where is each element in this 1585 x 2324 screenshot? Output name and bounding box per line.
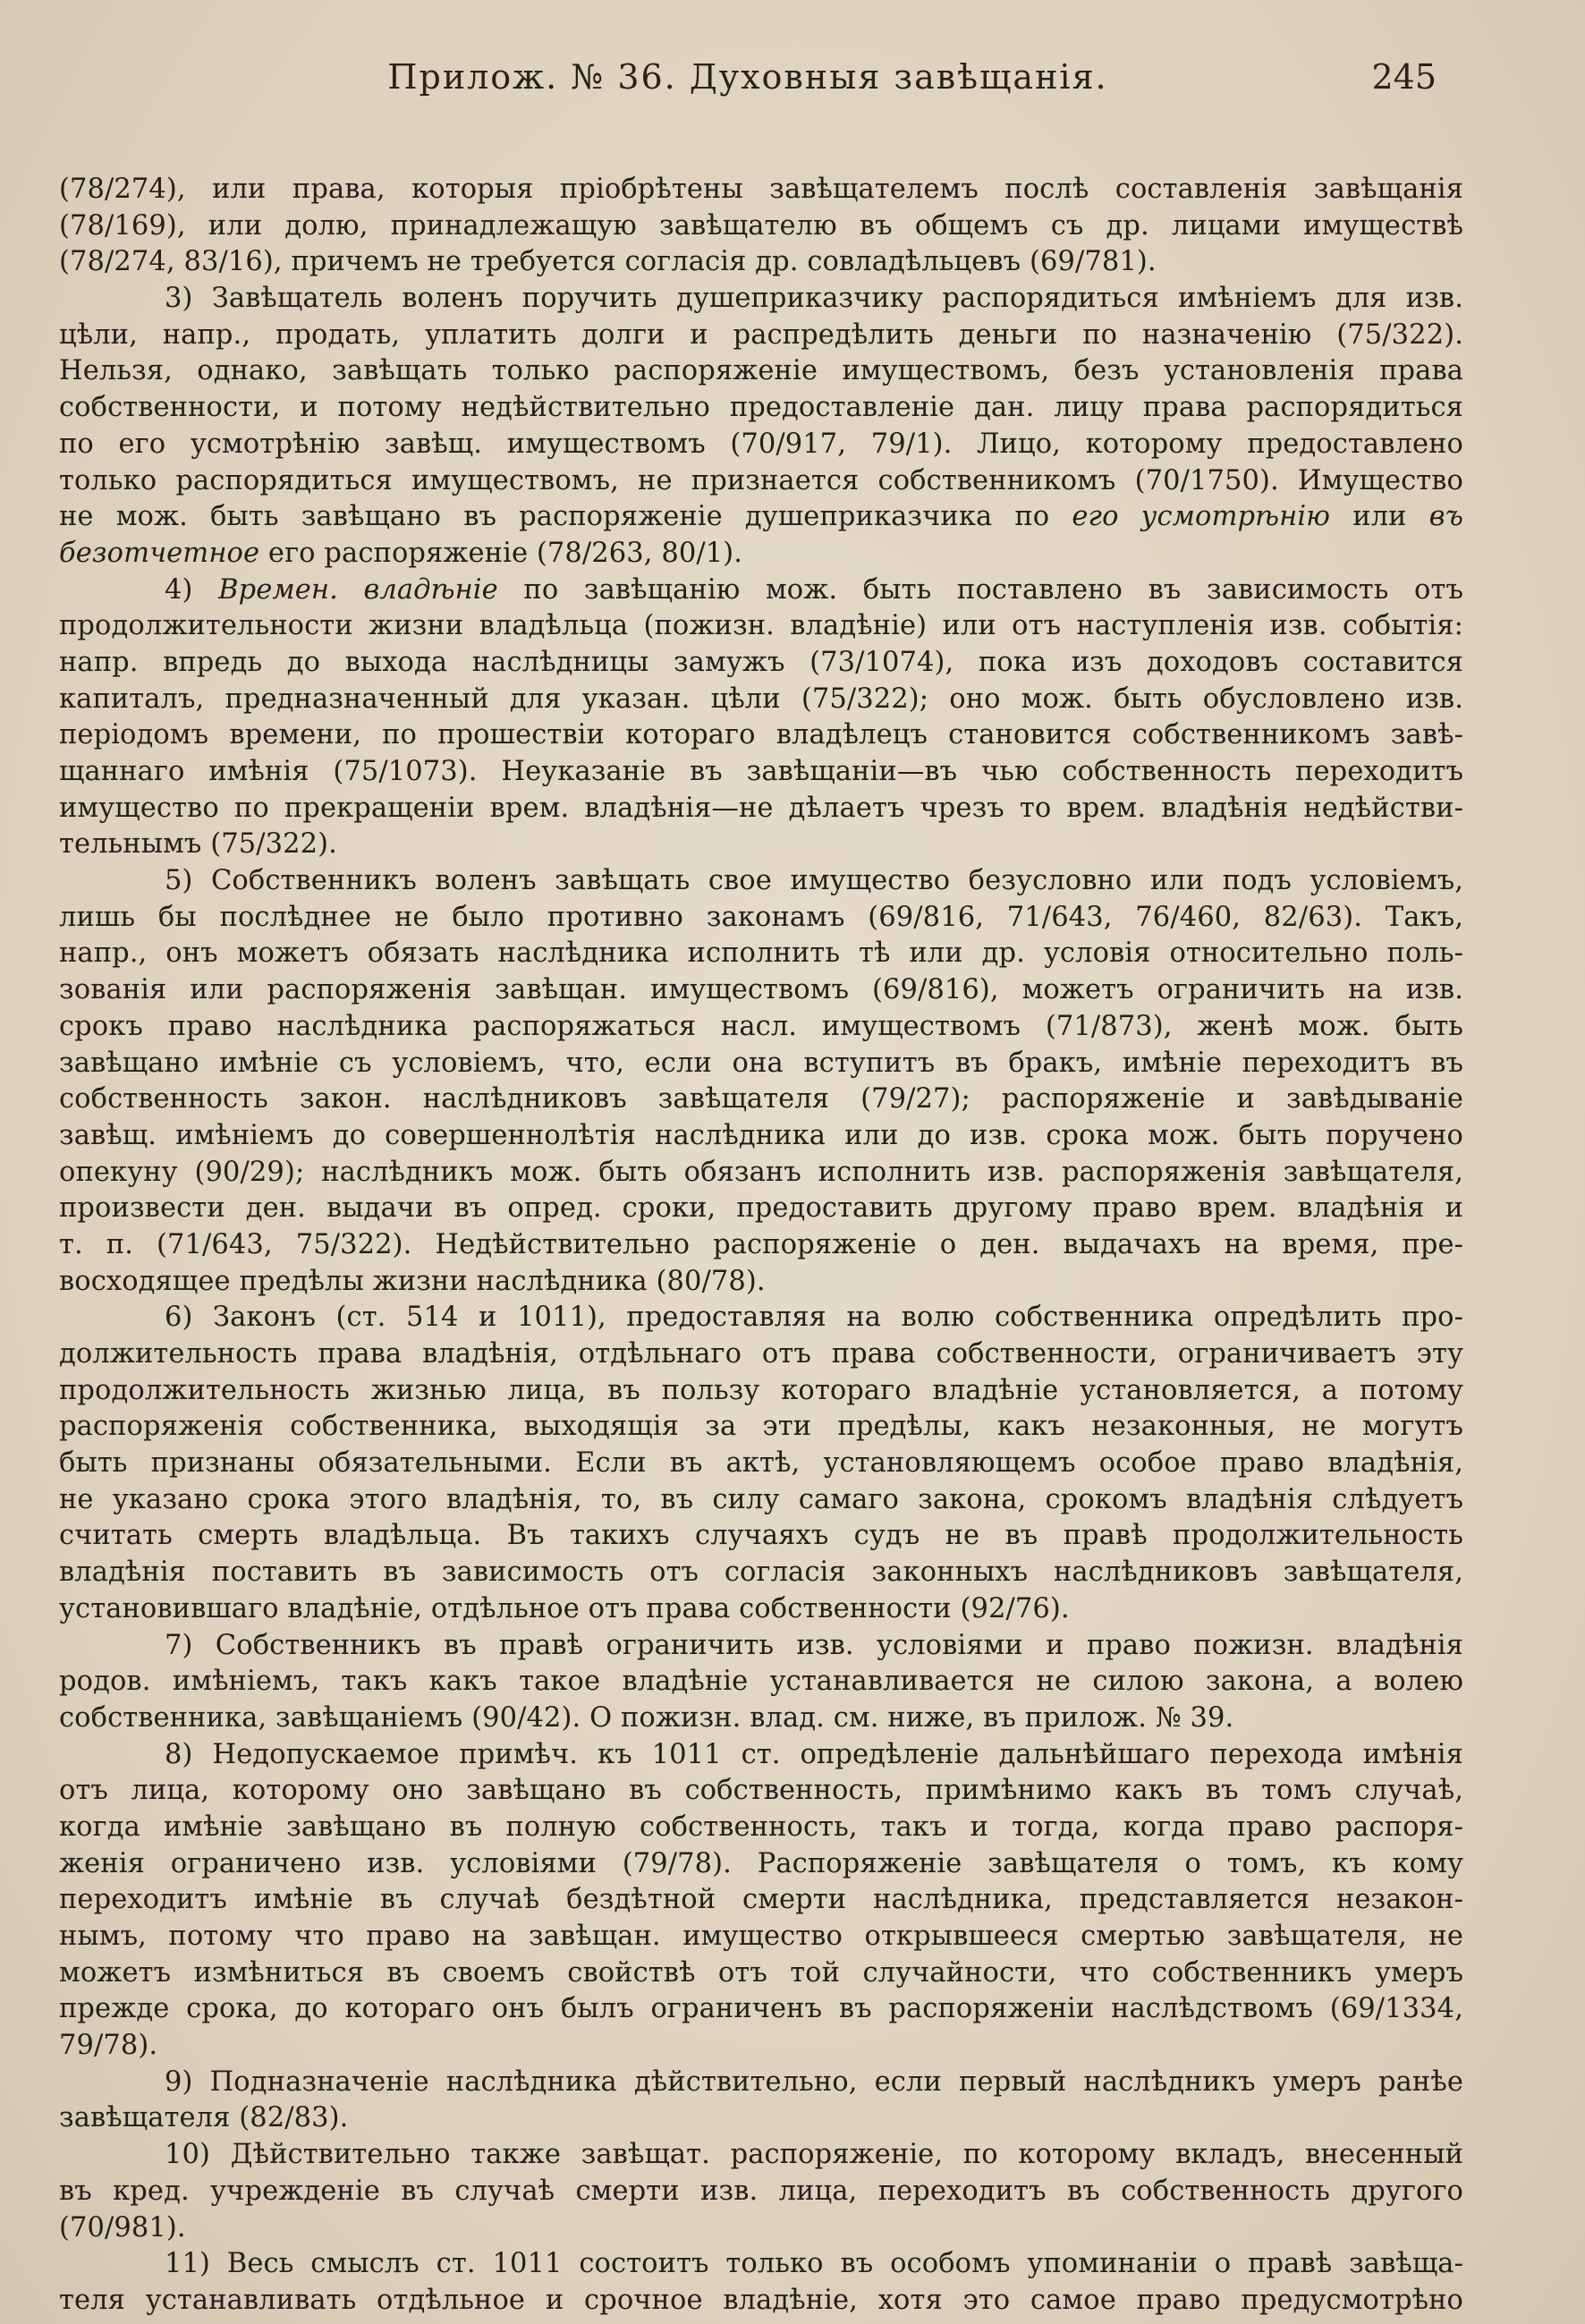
text-line: восходящее предѣлы жизни наслѣдника (80/78). (59, 1265, 766, 1297)
text-line: отъ лица, которому оно завѣщано въ собственность, примѣнимо какъ въ томъ случаѣ, (59, 1775, 1463, 1807)
text-line: владѣнія поставить въ зависимость отъ согласія законныхъ наслѣдниковъ завѣщателя, (59, 1556, 1463, 1589)
text-line (59, 499, 1463, 536)
text-line: щаннаго имѣнія (75/1073). Неуказаніе въ завѣщаніи—въ чью собственность переходитъ (59, 756, 1463, 787)
text-line: переходитъ имѣніе въ случаѣ бездѣтной смерти наслѣдника, представляется незакон- (59, 1884, 1463, 1916)
text-line: зованія или распоряженія завѣщан. имуществомъ (69/816), можетъ ограничить на изв. (59, 974, 1463, 1006)
running-head (59, 57, 1437, 107)
text-line: продолжительности жизни владѣльца (пожизн. владѣніе) или отъ наступленія изв. событія: (59, 610, 1463, 642)
text-line (59, 536, 1463, 573)
text-line: 7) Собственникъ въ правѣ ограничить изв. условіями и право пожизн. владѣнія (165, 1629, 1463, 1661)
page-number: 245 (1371, 57, 1437, 97)
text-line: собственности, и потому недѣйствительно предоставленіе дан. лицу права распорядиться (59, 392, 1463, 424)
text-line: установившаго владѣніе, отдѣльное отъ права собственности (92/76). (59, 1592, 1070, 1624)
paragraph-p11 (59, 2246, 1463, 2319)
text-line: собственника, завѣщаніемъ (90/42). О пожизн. влад. см. ниже, въ прилож. № 39. (59, 1701, 1234, 1734)
italic-run: въ (1428, 501, 1463, 533)
text-line: считать смерть владѣльца. Въ такихъ случаяхъ судъ не въ правѣ продолжительность (59, 1520, 1463, 1552)
text-line: когда имѣніе завѣщано въ полную собственность, такъ и тогда, когда право распоря- (59, 1811, 1463, 1843)
text-line: т. п. (71/643, 75/322). Недѣйствительно распоряженіе о ден. выдачахъ на время, пре- (59, 1228, 1463, 1260)
text-line: по его усмотрѣнію завѣщ. имуществомъ (70/917, 79/1). Лицо, которому предоставлено (59, 428, 1463, 460)
text-line: завѣщано имѣніе съ условіемъ, что, если она вступитъ въ бракъ, имѣніе переходитъ въ (59, 1047, 1463, 1079)
text-line: нымъ, потому что право на завѣщан. имущество открывшееся смертью завѣщателя, не (59, 1921, 1463, 1952)
text-line: только распорядиться имуществомъ, не признается собственникомъ (70/1750). Имущество (59, 464, 1463, 496)
text-line (59, 573, 1463, 609)
text-line: распоряженія собственника, выходящія за эти предѣлы, какъ незаконныя, не могутъ (59, 1411, 1463, 1443)
text-line: 3) Завѣщатель воленъ поручить душеприказчику распорядиться имѣніемъ для изв. (165, 283, 1463, 315)
text-line: напр. впредь до выхода наслѣдницы замужъ (73/1074), пока изъ доходовъ составится (59, 646, 1463, 678)
text-line: завѣщателя (82/83). (59, 2102, 349, 2134)
paragraph-p2-cont (59, 172, 1463, 281)
paragraph-p7 (59, 1628, 1463, 1737)
text-line: опекуну (90/29); наслѣдникъ мож. быть обязанъ исполнить изв. распоряженія завѣщателя, (59, 1156, 1463, 1188)
italic-run: его усмотрѣнію (1072, 501, 1331, 533)
text-run: не мож. быть завѣщано въ распоряженіе душеприказчика по (59, 501, 1072, 533)
text-run: по завѣщанію мож. быть поставлено въ зависимость отъ (497, 573, 1463, 606)
text-line: продолжительность жизнью лица, въ пользу котораго владѣніе установляется, а потому (59, 1374, 1463, 1406)
text-line: 5) Собственникъ воленъ завѣщать свое имущество безусловно или подъ условіемъ, (165, 865, 1463, 897)
paragraph-p8 (59, 1737, 1463, 2065)
text-line: быть признаны обязательными. Если въ актѣ, установляющемъ особое право владѣнія, (59, 1447, 1463, 1480)
paragraph-p10 (59, 2137, 1463, 2246)
text-run: его распоряженіе (78/263, 80/1). (259, 537, 743, 569)
italic-run: безотчетное (59, 537, 260, 569)
text-line: цѣли, напр., продать, уплатить долги и распредѣлить деньги по назначенію (75/322). (59, 318, 1463, 351)
text-line: тельнымъ (75/322). (59, 828, 337, 861)
text-line: 9) Подназначеніе наслѣдника дѣйствительно, если первый наслѣдникъ умеръ ранѣе (165, 2065, 1463, 2098)
text-line: собственность закон. наслѣдниковъ завѣщателя (79/27); распоряженіе и завѣдываніе (59, 1083, 1463, 1115)
paragraph-p6 (59, 1300, 1463, 1627)
body-text (59, 172, 1463, 2320)
text-line: (78/274), или права, которыя пріобрѣтены завѣщателемъ послѣ составленія завѣщанія (59, 174, 1463, 205)
text-line: родов. имѣніемъ, такъ какъ такое владѣніе устанавливается не силою закона, а волею (59, 1666, 1463, 1698)
paragraph-p5 (59, 863, 1463, 1300)
text-line: теля устанавливать отдѣльное и срочное владѣніе, хотя это самое право предусмотрѣно (59, 2284, 1463, 2316)
text-line: имущество по прекращеніи врем. владѣнія—не дѣлаетъ чрезъ то врем. владѣнія недѣйстви- (59, 792, 1463, 824)
paragraph-p9 (59, 2065, 1463, 2137)
text-line: 6) Законъ (ст. 514 и 1011), предоставляя на волю собственника опредѣлить про- (165, 1302, 1463, 1334)
running-title: Прилож. № 36. Духовныя завѣщанія. (387, 57, 1108, 97)
text-line: капиталъ, предназначенный для указан. цѣли (75/322); оно мож. быть обусловлено изв. (59, 683, 1463, 715)
text-line: (78/169), или долю, принадлежащую завѣщателю въ общемъ съ др. лицами имуществѣ (59, 209, 1463, 242)
paragraph-p4 (59, 573, 1463, 864)
text-line: завѣщ. имѣніемъ до совершеннолѣтія наслѣдника или до изв. срока мож. быть поручено (59, 1119, 1463, 1151)
text-line: періодомъ времени, по прошествіи котораго владѣлецъ становится собственникомъ завѣ- (59, 719, 1463, 751)
text-line: должительность права владѣнія, отдѣльнаго отъ права собственности, ограничиваетъ эту (59, 1338, 1463, 1370)
text-line: срокъ право наслѣдника распоряжаться насл. имуществомъ (71/873), женѣ мож. быть (59, 1010, 1463, 1042)
text-line: Нельзя, однако, завѣщать только распоряженіе имуществомъ, безъ установленія права (59, 355, 1463, 387)
text-line: можетъ измѣниться въ своемъ свойствѣ отъ той случайности, что собственникъ умеръ (59, 1956, 1463, 1989)
text-line: 79/78). (59, 2030, 158, 2062)
text-line: произвести ден. выдачи въ опред. сроки, предоставить другому право врем. владѣнія и (59, 1192, 1463, 1225)
text-line: 8) Недопускаемое примѣч. къ 1011 ст. опредѣленіе дальнѣйшаго перехода имѣнія (165, 1738, 1463, 1770)
text-line: (78/274, 83/16), причемъ не требуется согласія др. совладѣльцевъ (69/781). (59, 246, 1157, 278)
text-line: въ кред. учрежденіе въ случаѣ смерти изв. лица, переходитъ въ собственность другого (59, 2175, 1463, 2207)
text-line: не указано срока этого владѣнія, то, въ силу самаго закона, срокомъ владѣнія слѣдуетъ (59, 1483, 1463, 1515)
text-line: 11) Весь смыслъ ст. 1011 состоитъ только въ особомъ упоминаніи о правѣ завѣща- (165, 2248, 1463, 2280)
text-line: напр., онъ можетъ обязать наслѣдника исполнить тѣ или др. условія относительно поль- (59, 937, 1463, 970)
text-line: 10) Дѣйствительно также завѣщат. распоряженіе, по которому вкладъ, внесенный (165, 2139, 1463, 2171)
paragraph-p3 (59, 281, 1463, 573)
text-run: или (1330, 501, 1429, 533)
text-line: женія ограничено изв. условіями (79/78). Распоряженіе завѣщателя о томъ, къ кому (59, 1847, 1463, 1879)
text-run: 4) (165, 573, 219, 606)
text-line: лишь бы послѣднее не было противно законамъ (69/816, 71/643, 76/460, 82/63). Такъ, (59, 901, 1463, 933)
text-line: прежде срока, до котораго онъ былъ ограниченъ въ распоряженіи наслѣдствомъ (69/1334, (59, 1993, 1463, 2025)
italic-run: Времен. владѣніе (218, 573, 498, 606)
text-line: (70/981). (59, 2211, 186, 2243)
